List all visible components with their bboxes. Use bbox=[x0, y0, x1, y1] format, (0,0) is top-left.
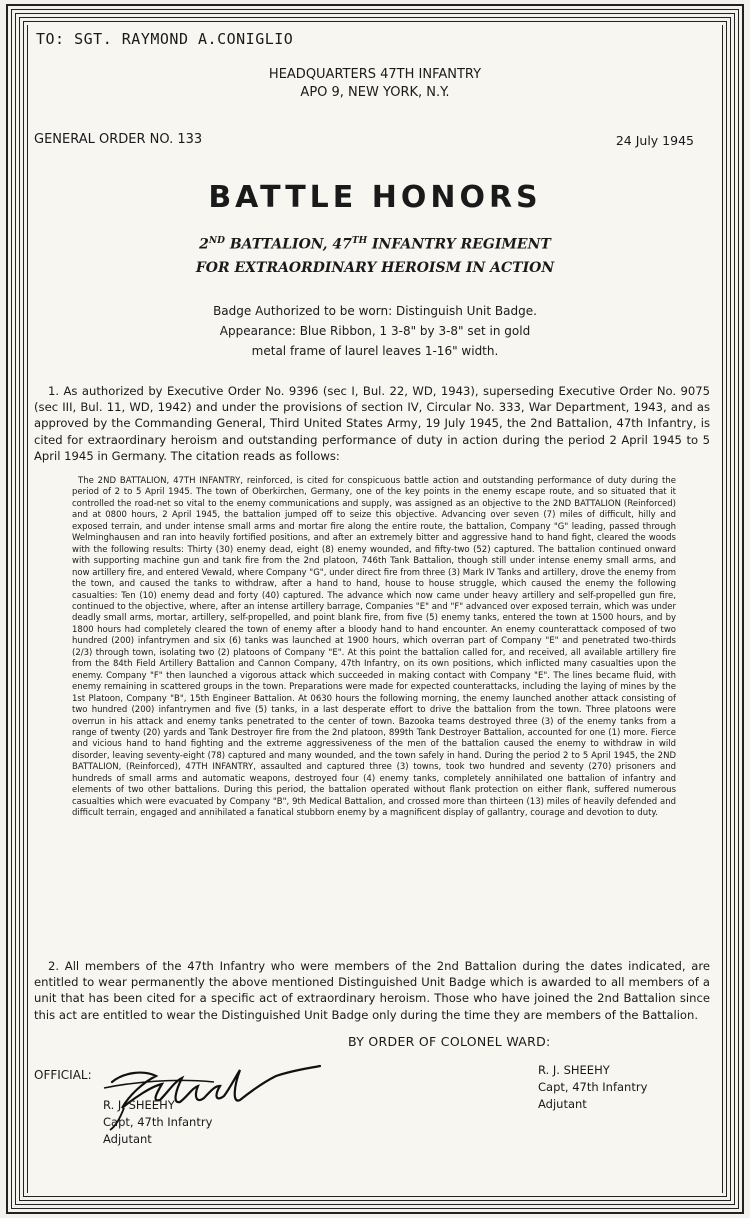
official-label: OFFICIAL: bbox=[34, 1068, 92, 1082]
signatory-right-name: R. J. SHEEHY bbox=[538, 1063, 610, 1077]
paragraph-2: 2. All members of the 47th Infantry who were members of the 2nd Battalion during the dates indicated, are entitled to wear permanently the above mentioned Distinguished Unit Badge which is awarded to all members of a unit that has been cited for a specific act of extraordinary heroism. Those who have joined the 2nd Battalion since this act are entitled to wear the Distinguished Unit Badge only during the time they are members of the Battalion. bbox=[34, 959, 710, 1022]
page-title: BATTLE HONORS bbox=[208, 180, 542, 215]
general-order-number: GENERAL ORDER NO. 133 bbox=[34, 132, 203, 147]
subtitle-line-2: FOR EXTRAORDINARY HEROISM IN ACTION bbox=[195, 259, 555, 276]
hq-line-2: APO 9, NEW YORK, N.Y. bbox=[300, 85, 450, 100]
badge-description bbox=[28, 301, 722, 361]
badge-line-2: Appearance: Blue Ribbon, 1 3-8" by 3-8" set in gold bbox=[219, 324, 531, 338]
paragraph-1: 1. As authorized by Executive Order No. 9396 (sec I, Bul. 22, WD, 1943), superseding Executive Order No. 9075 (sec III, Bul. 11, WD, 1942) and under the provisions of section IV, Circular No. 333, War Department, 1943, and as approved by the Commanding General, Third United States Army, 19 July 1945, the 2nd Battalion, 47th Infantry, is cited for extraordinary heroism and outstanding performance of duty in action during the period 2 April 1945 to 5 April 1945 in Germany. The citation reads as follows: bbox=[34, 384, 710, 463]
order-date: 24 July 1945 bbox=[615, 133, 694, 148]
subtitle-sup: TH bbox=[351, 236, 368, 246]
recipient-line: TO: SGT. RAYMOND A.CONIGLIO bbox=[36, 30, 294, 48]
signatory-left-name: R. J. SHEEHY bbox=[103, 1098, 175, 1112]
subtitle-part: 2 bbox=[199, 236, 209, 253]
signatory-left-rank: Capt, 47th Infantry bbox=[103, 1115, 213, 1129]
signatory-right-rank: Capt, 47th Infantry bbox=[538, 1080, 648, 1094]
headquarters-block bbox=[28, 66, 722, 102]
signatory-right-role: Adjutant bbox=[538, 1097, 587, 1111]
hq-line-1: HEADQUARTERS 47TH INFANTRY bbox=[268, 67, 482, 82]
subtitle-part: INFANTRY REGIMENT bbox=[367, 236, 551, 253]
badge-line-1: Badge Authorized to be worn: Distinguish Unit Badge. bbox=[213, 304, 537, 318]
signatory-left bbox=[103, 1097, 212, 1148]
subtitle bbox=[28, 230, 722, 280]
by-order-line: BY ORDER OF COLONEL WARD: bbox=[348, 1034, 551, 1049]
document-page bbox=[28, 22, 722, 1196]
subtitle-part: BATTALION, 47 bbox=[224, 236, 352, 253]
signatory-right bbox=[538, 1062, 647, 1113]
badge-line-3: metal frame of laurel leaves 1-16" width. bbox=[251, 344, 499, 358]
subtitle-sup: ND bbox=[208, 236, 225, 246]
signatory-left-role: Adjutant bbox=[103, 1132, 152, 1146]
subtitle-line-1 bbox=[28, 230, 722, 257]
citation-text: The 2ND BATTALION, 47TH INFANTRY, reinforced, is cited for conspicuous battle action and outstanding performance of duty during the period of 2 to 5 April 1945. The town of Oberkirchen, Germany, one of the key points in the enemy escape route, and so situated that it controlled the road-net so vital to the enemy communications and supply, was assigned as an objective to the 2ND BATTALION (Reinforced) and at 0800 hours, 2 April 1945, the battalion jumped off to seize this objective. Advancing over seven (7) miles of difficult, hilly and exposed terrain, and under intense small arms and mortar fire along the entire route, the battalion, Company "G" leading, passed through Welminghausen and ran into heavily fortified positions, and after an extremely bitter and aggressive hand to hand fight, cleared the woods with the following results: Thirty (30) enemy dead, eight (8) enemy wounded, and fifty-two (52) captured. The battalion continued onward with supporting machine gun and tank fire from the 2nd platoon, 746th Tank Battalion, though still under intense enemy small arms, and now artillery fire, and entered Vewald, where Company "G", under direct fire from three (3) Mark IV Tanks and artillery, drove the enemy from the town, and caused the tanks to withdraw, after a hand to hand, house to house struggle, which caused the enemy the following casualties: Ten (10) enemy dead and forty (40) captured. The advance which now came under heavy artillery and self-propelled gun fire, continued to the objective, where, after an intense artillery barrage, Companies "E" and "F" advanced over exposed terrain, which was under deadly small arms, mortar, artillery, self-propelled, and point blank fire, from five (5) enemy tanks, entered the town at 1500 hours, and by 1800 hours had completely cleared the town of enemy after a bloody hand to hand encounter. An enemy counterattack composed of two hundred (200) infantrymen and six (6) tanks was launched at 1900 hours, which overran part of Company "E" and penetrated two-thirds (2/3) through town, isolating two (2) platoons of Company "E". At this point the battalion called for, and received, all available artillery fire from the 84th Field Artillery Battalion and Cannon Company, 47th Infantry, on its own positions, which inflicted many casualties upon the enemy. Company "F" then launched a vigorous attack which succeeded in making contact with Company "E". The lines became fluid, with enemy remaining in scattered groups in the town. Preparations were made for expected counterattacks, including the laying of mines by the 1st Platoon, Company "B", 15th Engineer Battalion. At 0630 hours the following morning, the enemy launched another attack consisting of two hundred (200) infantrymen and five (5) tanks, in a last desperate effort to drive the battalion from the town. Three platoons were overrun in his attack and enemy tanks penetrated to the center of town. Bazooka teams destroyed three (3) of the enemy tanks from a range of twenty (20) yards and Tank Destroyer fire from the 2nd platoon, 899th Tank Destroyer Battalion, accounted for one (1) more. Fierce and vicious hand to hand fighting and the extreme aggressiveness of the men of the battalion caused the enemy to withdraw in wild disorder, leaving seventy-eight (78) captured and many wounded, and the town safely in hand. During the period 2 to 5 April 1945, the 2ND BATTALION, (Reinforced), 47TH INFANTRY, assaulted and captured three (3) towns, took two hundred and seventy (270) prisoners and hundreds of small arms and automatic weapons, destroyed four (4) enemy tanks, completely annihilated one battalion of infantry and elements of two other battalions. During this period, the battalion operated without flank protection on either flank, suffered numerous casualties which were evacuated by Company "B", 9th Medical Battalion, and crossed more than thirteen (13) miles of heavily defended and difficult terrain, engaged and annihilated a fanatical stubborn enemy by a magnificent display of gallantry, courage and devotion to duty. bbox=[72, 476, 676, 819]
